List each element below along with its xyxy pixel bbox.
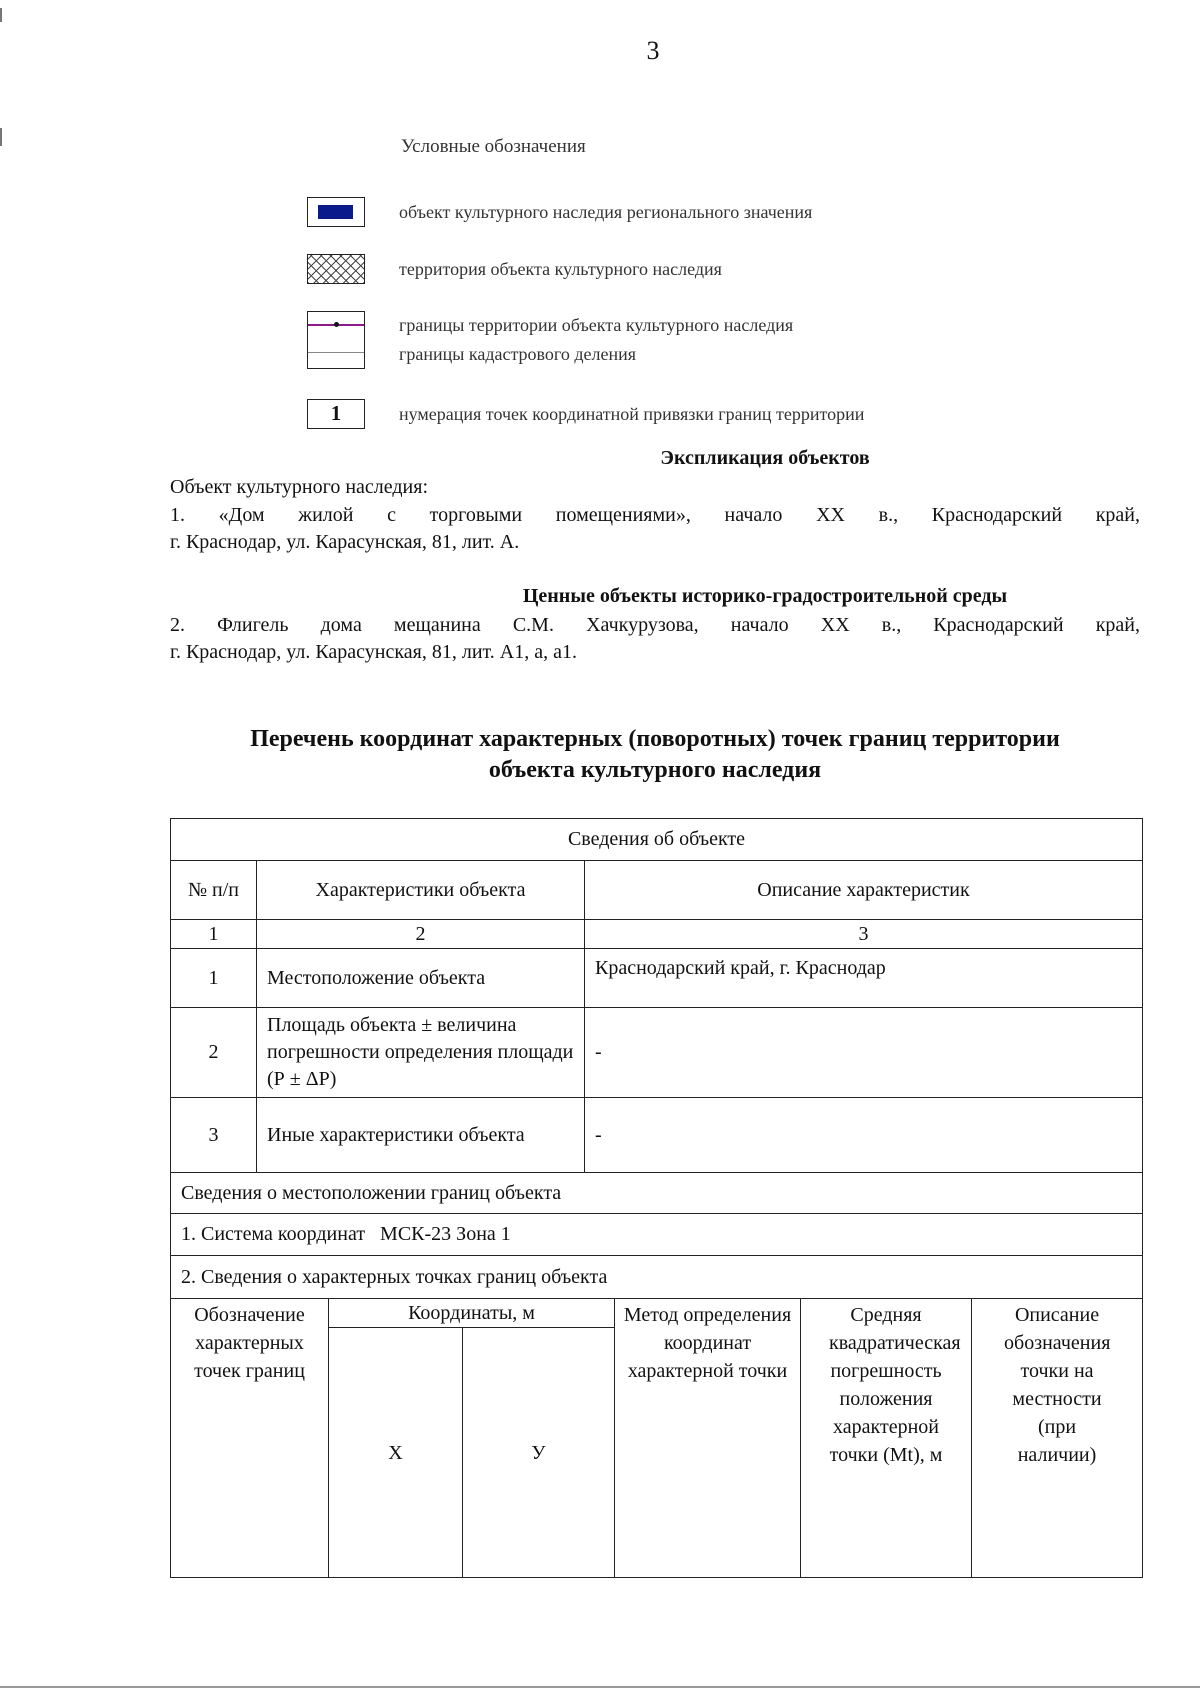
legend-item-label: нумерация точек координатной привязки границ территории (399, 403, 865, 424)
row-description: - (585, 1008, 1143, 1098)
coordinates-title-line-1: Перечень координат характерных (поворотных) точек границ территории (250, 726, 1060, 752)
boundary-lines-icon (307, 311, 365, 369)
col-method: Метод определения координат характерной точки (615, 1299, 801, 1578)
object-info-header: Сведения об объекте (171, 819, 1143, 861)
row-number: 2 (171, 1008, 257, 1098)
location-section-header: Сведения о местоположении границ объекта (171, 1173, 1143, 1214)
characteristic-points-row: 2. Сведения о характерных точках границ объекта (171, 1256, 1143, 1299)
row-description: - (585, 1098, 1143, 1173)
col-header-characteristics: Характеристики объекта (257, 861, 585, 920)
row-characteristic: Иные характеристики объекта (257, 1098, 585, 1173)
col-header-number: № п/п (171, 861, 257, 920)
row-characteristic: Местоположение объекта (257, 949, 585, 1008)
legend-item-point-numbering (307, 399, 864, 429)
explication-item-1-line-2: г. Краснодар, ул. Карасунская, 81, лит. А. (170, 531, 520, 553)
valuable-item-2-line-1: 2. Флигель дома мещанина С.М. Хачкурузова, начало XX в., Краснодарский край, (170, 614, 1140, 636)
coordinates-title (170, 724, 1140, 786)
col-error: Средняя квадратическая погрешность положения характерной точки (Mt), м (801, 1299, 972, 1578)
row-description: Краснодарский край, г. Краснодар (585, 949, 1143, 1008)
row-characteristic: Площадь объекта ± величина погрешности определения площади (Р ± ΔР) (257, 1008, 585, 1098)
scan-edge-mark (0, 8, 2, 22)
legend-item-boundaries (307, 311, 793, 369)
coordinate-system-row: 1. Система координат МСК-23 Зона 1 (171, 1214, 1143, 1256)
legend-item-heritage-territory (307, 254, 722, 284)
valuable-item-2-line-2: г. Краснодар, ул. Карасунская, 81, лит. А1, а, а1. (170, 641, 577, 663)
legend-item-label: границы территории объекта культурного наследия (399, 315, 794, 335)
col-y: У (463, 1328, 615, 1578)
legend-item-label: территория объекта культурного наследия (399, 258, 722, 279)
col-number-1: 1 (171, 920, 257, 949)
col-number-3: 3 (585, 920, 1143, 949)
legend-item-label-cadastral: границы кадастрового деления (399, 344, 637, 364)
col-point-description: Описание обозначения точки на местности (при наличии) (972, 1299, 1143, 1578)
legend-item-label: объект культурного наследия регионального значения (399, 201, 813, 222)
coordinates-title-line-2: объекта культурного наследия (488, 757, 822, 783)
table-row (171, 949, 1143, 1008)
row-number: 1 (171, 949, 257, 1008)
numbered-box-icon: 1 (307, 399, 365, 429)
blue-object-icon (307, 197, 365, 227)
col-x: Х (329, 1328, 463, 1578)
row-number: 3 (171, 1098, 257, 1173)
page-number: 3 (646, 36, 660, 65)
col-designation: Обозначение характерных точек границ (171, 1299, 329, 1578)
explication-item-1-line-1: 1. «Дом жилой с торговыми помещениями», начало XX в., Краснодарский край, (170, 504, 1140, 526)
legend-item-heritage-object (307, 197, 812, 227)
legend-title: Условные обозначения (401, 136, 586, 157)
scan-edge-mark (0, 128, 2, 146)
explication-intro: Объект культурного наследия: (170, 476, 428, 498)
crosshatch-icon (307, 254, 365, 284)
table-row (171, 1008, 1143, 1098)
col-coordinates: Координаты, м (329, 1299, 615, 1328)
table-row (171, 1098, 1143, 1173)
col-number-2: 2 (257, 920, 585, 949)
valuable-objects-heading: Ценные объекты историко-градостроительной среды (522, 585, 1008, 607)
page-bottom-rule (0, 1686, 1200, 1688)
object-info-table (170, 818, 1143, 1299)
col-header-description: Описание характеристик (585, 861, 1143, 920)
points-table (170, 1298, 1143, 1578)
explication-heading: Экспликация объектов (660, 447, 870, 469)
